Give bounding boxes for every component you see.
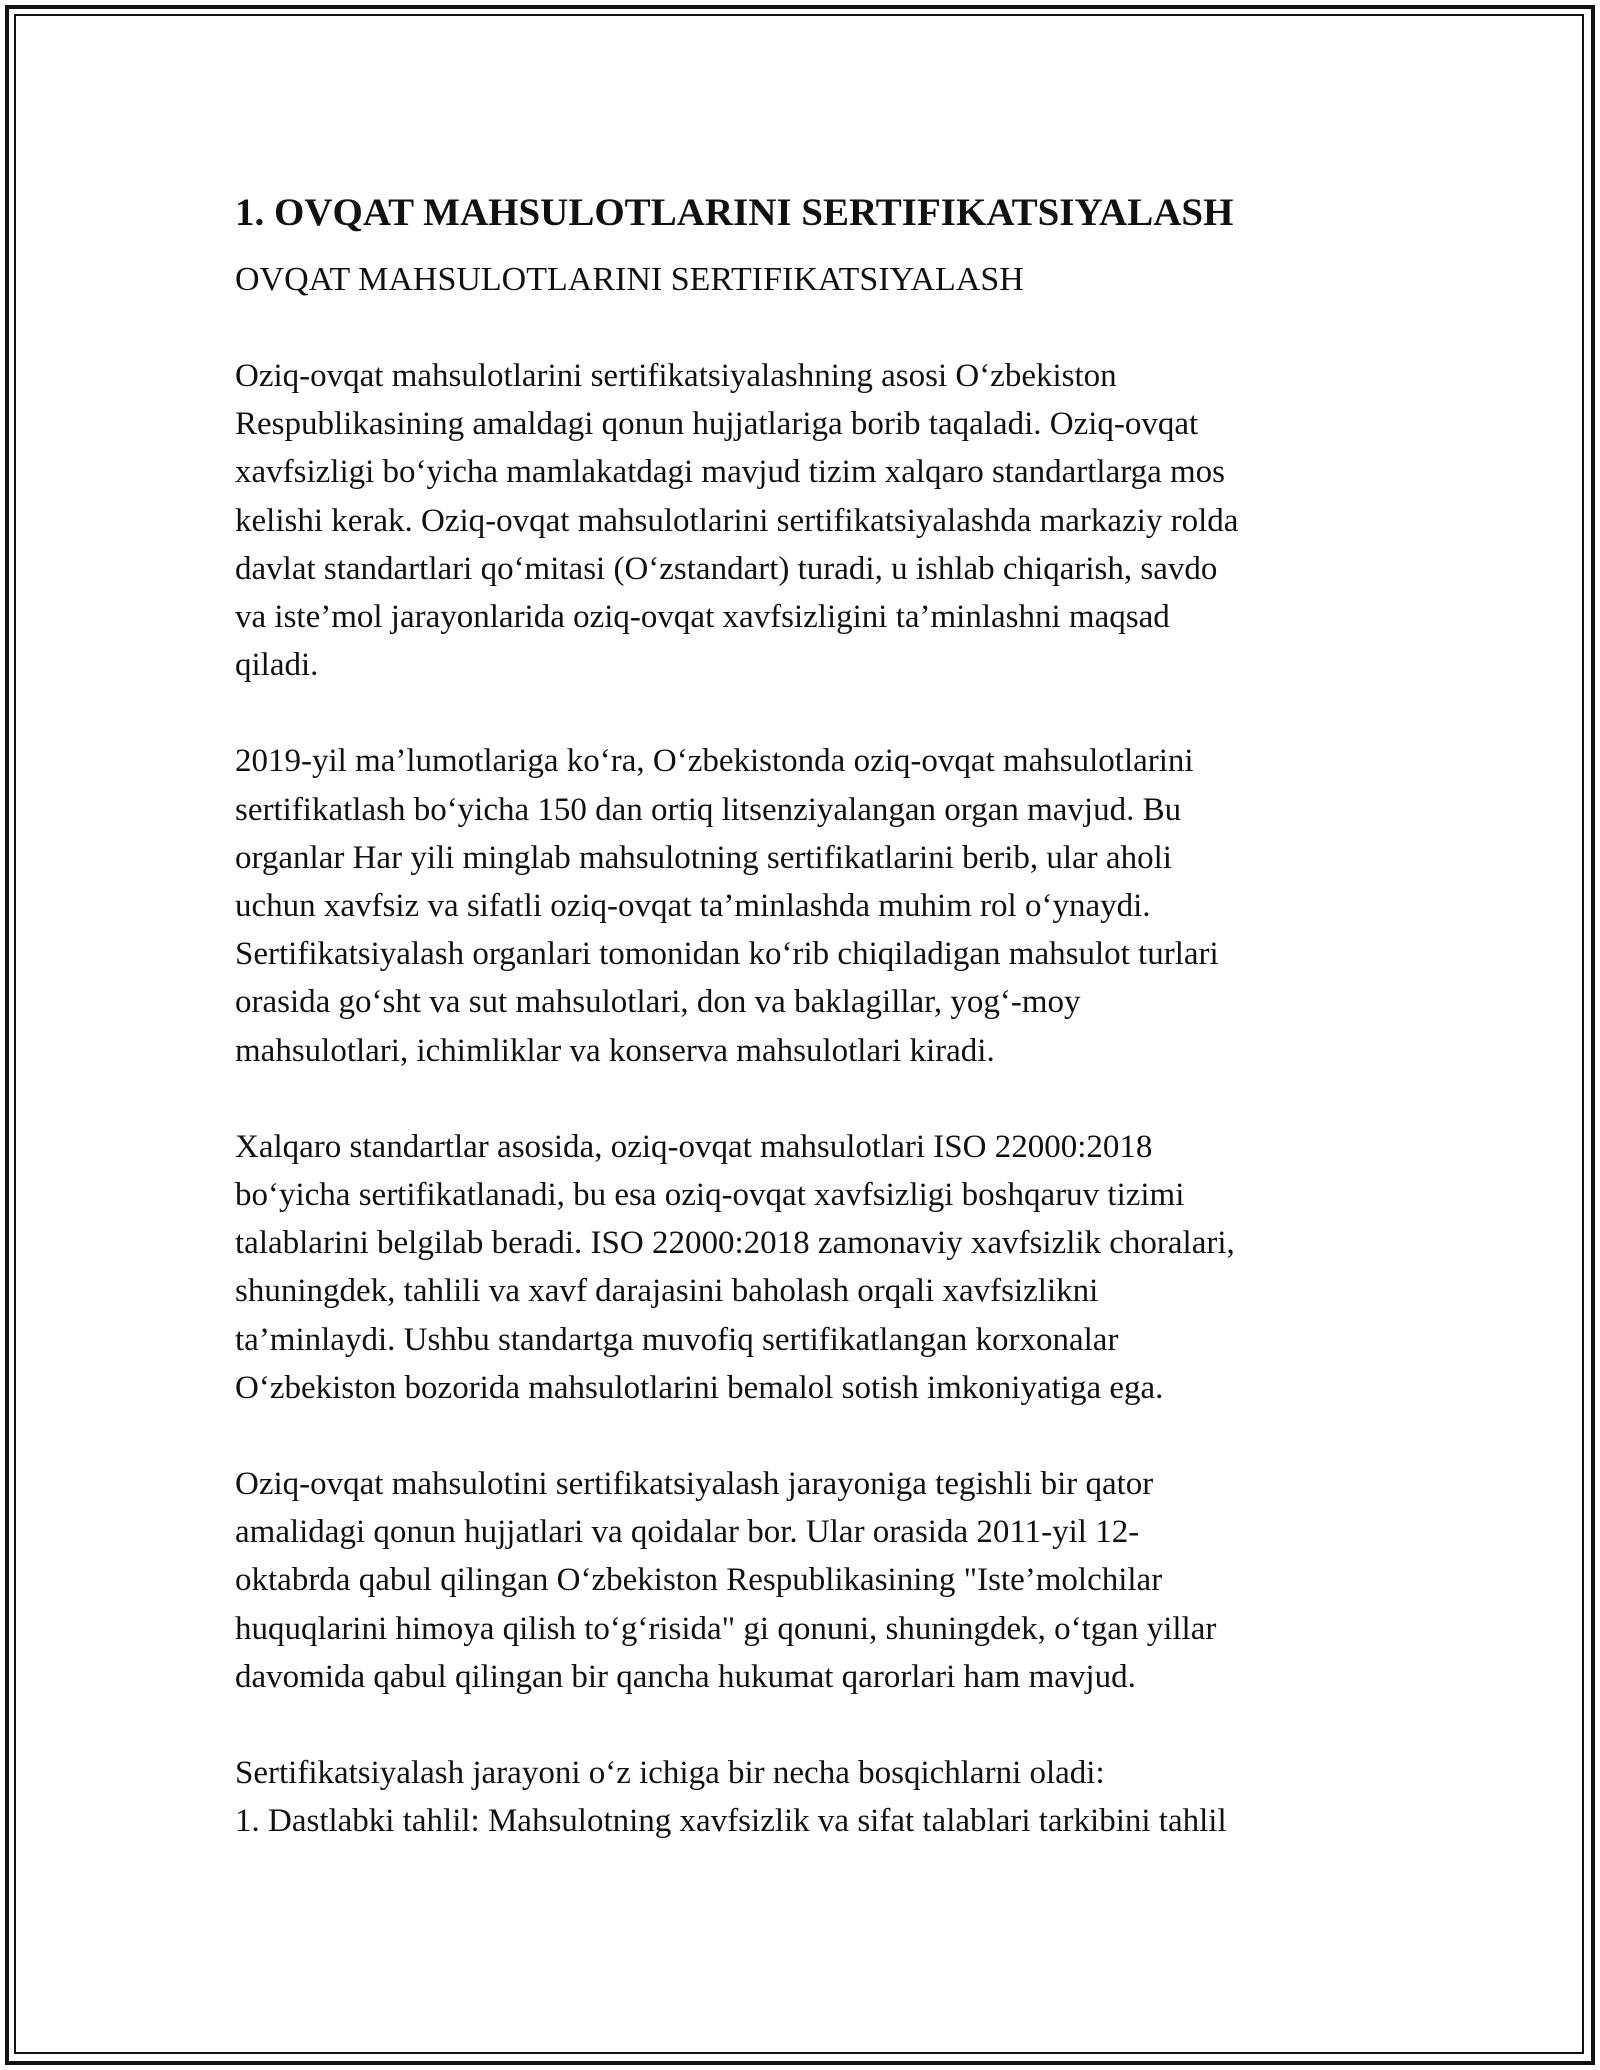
document-page	[235, 188, 1365, 1845]
paragraph-line: talablarini belgilab beradi. ISO 22000:2018 zamonaviy xavfsizlik choralari,	[235, 1225, 1235, 1262]
document-subtitle: OVQAT MAHSULOTLARINI SERTIFIKATSIYALASH	[235, 261, 1024, 298]
paragraph-line: uchun xavfsiz va sifatli oziq-ovqat ta’minlashda muhim rol o‘ynaydi.	[235, 888, 1151, 925]
paragraph-line: mahsulotlari, ichimliklar va konserva mahsulotlari kiradi.	[235, 1032, 995, 1069]
paragraph-line: xavfsizligi bo‘yicha mamlakatdagi mavjud tizim xalqaro standartlarga mos	[235, 454, 1226, 491]
paragraph-line: Respublikasining amaldagi qonun hujjatlariga borib taqaladi. Oziq-ovqat	[235, 406, 1199, 443]
paragraph-4	[235, 1460, 1365, 1701]
paragraph-line: Oziq-ovqat mahsulotini sertifikatsiyalash jarayoniga tegishli bir qator	[235, 1466, 1154, 1503]
paragraph-1	[235, 352, 1365, 689]
paragraph-2	[235, 737, 1365, 1074]
paragraph-3	[235, 1123, 1365, 1412]
paragraph-line: oktabrda qabul qilingan O‘zbekiston Respublikasining "Iste’molchilar	[235, 1562, 1163, 1599]
paragraph-line: va iste’mol jarayonlarida oziq-ovqat xavfsizligini ta’minlashni maqsad	[235, 599, 1170, 636]
paragraph-5	[235, 1749, 1365, 1845]
paragraph-line: 2019-yil ma’lumotlariga ko‘ra, O‘zbekistonda oziq-ovqat mahsulotlarini	[235, 743, 1194, 780]
paragraph-line: O‘zbekiston bozorida mahsulotlarini bemalol sotish imkoniyatiga ega.	[235, 1369, 1164, 1406]
paragraph-line: shuningdek, tahlili va xavf darajasini baholash orqali xavfsizlikni	[235, 1273, 1099, 1310]
paragraph-line: kelishi kerak. Oziq-ovqat mahsulotlarini sertifikatsiyalashda markaziy rolda	[235, 502, 1239, 539]
paragraph-line: qiladi.	[235, 647, 319, 684]
paragraph-line: Sertifikatsiyalash jarayoni o‘z ichiga bir necha bosqichlarni oladi:	[235, 1755, 1105, 1792]
list-item: 1. Dastlabki tahlil: Mahsulotning xavfsizlik va sifat talablari tarkibini tahlil	[235, 1803, 1227, 1840]
paragraph-line: huquqlarini himoya qilish to‘g‘risida" gi qonuni, shuningdek, o‘tgan yillar	[235, 1610, 1217, 1647]
paragraph-line: Oziq-ovqat mahsulotlarini sertifikatsiyalashning asosi O‘zbekiston	[235, 358, 1117, 394]
paragraph-line: sertifikatlash bo‘yicha 150 dan ortiq litsenziyalangan organ mavjud. Bu	[235, 791, 1182, 828]
paragraph-line: amalidagi qonun hujjatlari va qoidalar bor. Ular orasida 2011-yil 12-	[235, 1514, 1140, 1551]
document-title: 1. OVQAT MAHSULOTLARINI SERTIFIKATSIYALASH	[235, 191, 1234, 234]
paragraph-line: orasida go‘sht va sut mahsulotlari, don va baklagillar, yog‘-moy	[235, 984, 1081, 1021]
paragraph-line: Sertifikatsiyalash organlari tomonidan ko‘rib chiqiladigan mahsulot turlari	[235, 936, 1219, 973]
paragraph-line: organlar Har yili minglab mahsulotning sertifikatlarini berib, ular aholi	[235, 839, 1172, 876]
paragraph-line: davlat standartlari qo‘mitasi (O‘zstandart) turadi, u ishlab chiqarish, savdo	[235, 550, 1218, 587]
paragraph-line: Xalqaro standartlar asosida, oziq-ovqat mahsulotlari ISO 22000:2018	[235, 1128, 1153, 1165]
paragraph-line: bo‘yicha sertifikatlanadi, bu esa oziq-ovqat xavfsizligi boshqaruv tizimi	[235, 1177, 1185, 1214]
paragraph-line: davomida qabul qilingan bir qancha hukumat qarorlari ham mavjud.	[235, 1658, 1136, 1695]
paragraph-line: ta’minlaydi. Ushbu standartga muvofiq sertifikatlangan korxonalar	[235, 1321, 1119, 1358]
